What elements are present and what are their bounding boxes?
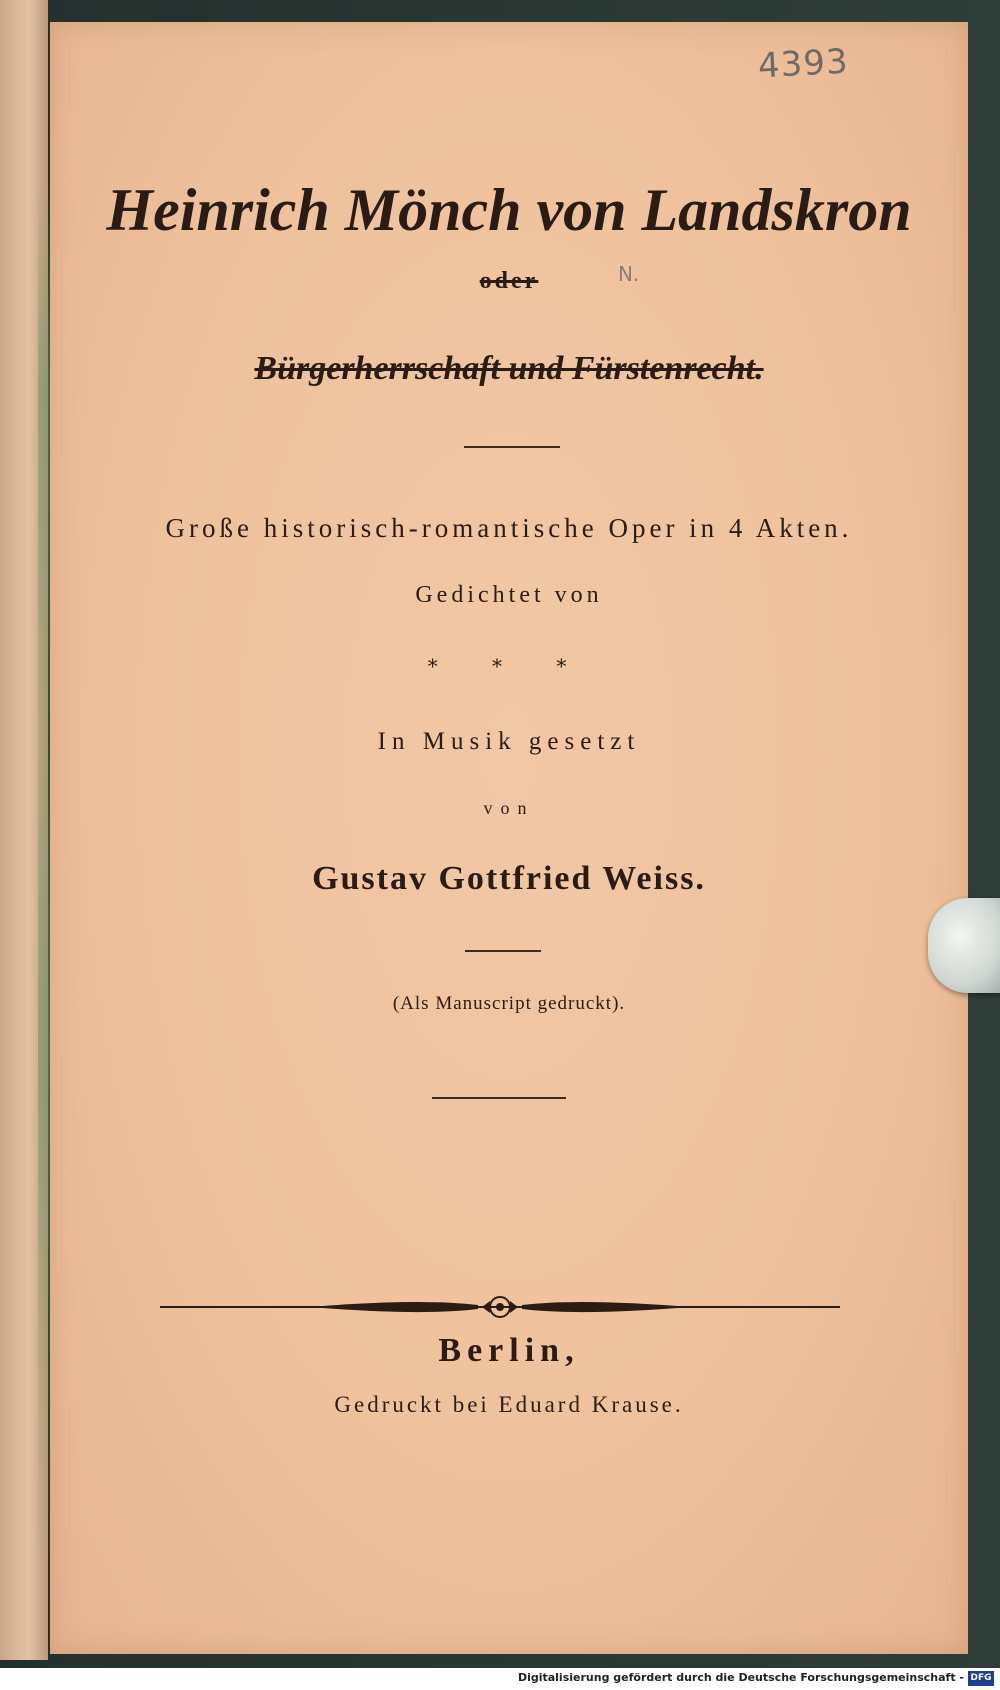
oder-text: oder xyxy=(479,268,539,294)
von-line: von xyxy=(483,798,535,818)
poet-line: Gedichtet von xyxy=(415,582,603,608)
divider-rule-2 xyxy=(465,950,541,952)
pencil-annotation: N. xyxy=(618,262,640,286)
ornamental-rule xyxy=(160,1292,840,1322)
shelfmark-number: 4393 xyxy=(757,41,850,87)
subtitle-text: Bürgerherrschaft und Fürstenrecht. xyxy=(254,350,764,387)
opera-title: Heinrich Mönch von Landskron xyxy=(106,177,912,243)
footer-credit: Digitalisierung gefördert durch die Deutsche Forschungsgemeinschaft - xyxy=(517,1671,964,1684)
struck-subtitle xyxy=(50,350,968,388)
divider-rule-3 xyxy=(432,1097,566,1099)
oder-line xyxy=(50,268,968,295)
composer-name: Gustav Gottfried Weiss. xyxy=(312,860,706,897)
poet-stars: * * * xyxy=(427,654,591,678)
genre-line: Große historisch-romantische Oper in 4 Akten. xyxy=(165,513,853,543)
print-note: (Als Manuscript gedruckt). xyxy=(392,993,626,1014)
printer-line: Gedruckt bei Eduard Krause. xyxy=(334,1392,684,1417)
page-clip xyxy=(928,898,1000,993)
footer-bar xyxy=(0,1668,1000,1690)
music-line: In Musik gesetzt xyxy=(377,728,641,755)
divider-rule-1 xyxy=(464,446,560,448)
city-name: Berlin, xyxy=(438,1332,580,1369)
dfg-logo: DFG xyxy=(968,1671,994,1686)
